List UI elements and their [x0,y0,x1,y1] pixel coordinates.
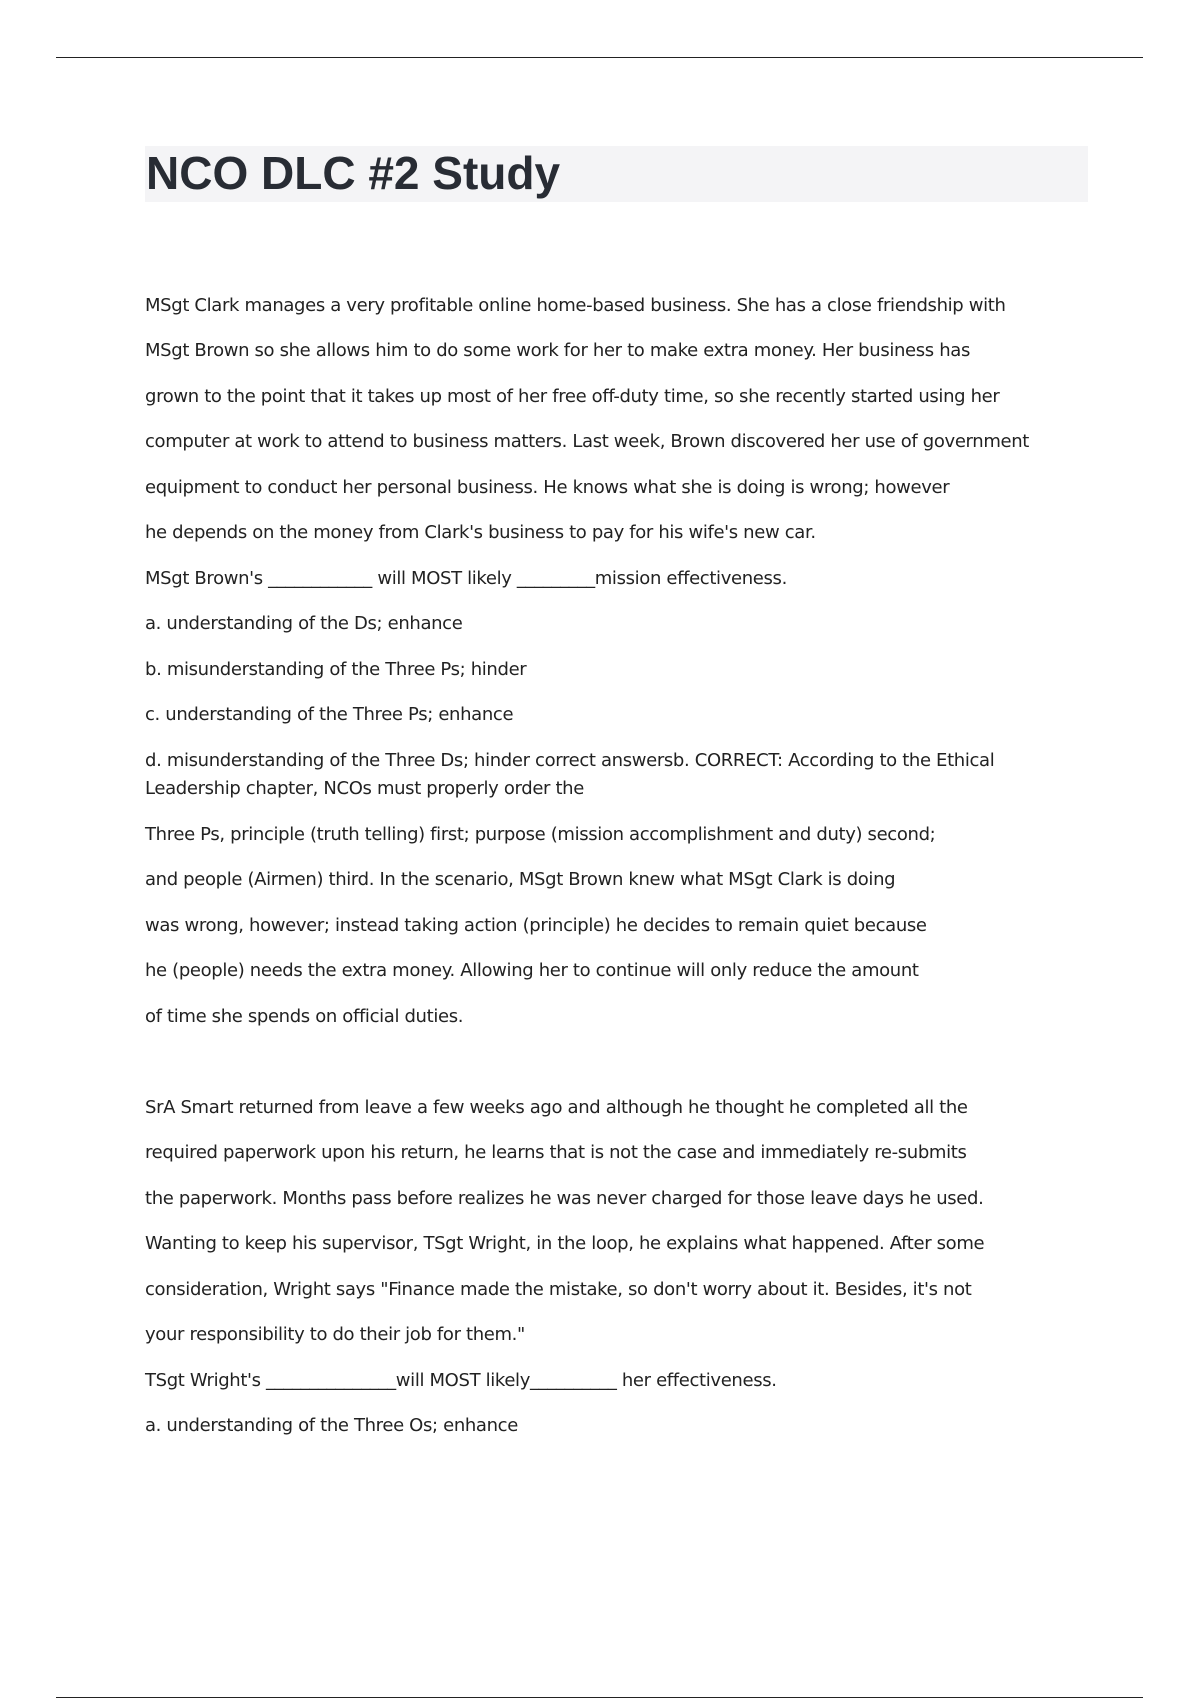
q1-scenario-line: he depends on the money from Clark's business to pay for his wife's new car. [145,522,816,543]
q1-explanation-line: he (people) needs the extra money. Allowing her to continue will only reduce the amount [145,960,919,981]
q1-explanation-line: Three Ps, principle (truth telling) first; purpose (mission accomplishment and duty) second; [145,824,936,845]
q1-prompt: MSgt Brown's ____________ will MOST likely _________mission effectiveness. [145,568,787,589]
q1-scenario-line: grown to the point that it takes up most of her free off-duty time, so she recently started using her [145,386,1000,407]
q1-option-b: b. misunderstanding of the Three Ps; hinder [145,659,527,680]
q1-option-d-answer: d. misunderstanding of the Three Ds; hinder correct answersb. CORRECT: According to the Ethical [145,750,995,771]
q1-scenario-line: equipment to conduct her personal business. He knows what she is doing is wrong; however [145,477,950,498]
q2-scenario-line: Wanting to keep his supervisor, TSgt Wright, in the loop, he explains what happened. After some [145,1233,985,1254]
q1-explanation-line: was wrong, however; instead taking action (principle) he decides to remain quiet because [145,915,927,936]
q1-scenario-line: MSgt Brown so she allows him to do some work for her to make extra money. Her business has [145,340,970,361]
q1-explanation-line: of time she spends on official duties. [145,1006,464,1027]
q1-scenario-line: MSgt Clark manages a very profitable online home-based business. She has a close friendship with [145,295,1006,316]
q1-option-a: a. understanding of the Ds; enhance [145,613,463,634]
q2-scenario-line: required paperwork upon his return, he learns that is not the case and immediately re-submits [145,1142,967,1163]
header-rule [56,57,1143,58]
q2-prompt: TSgt Wright's _______________will MOST likely__________ her effectiveness. [145,1370,777,1391]
q1-option-d-answer: Leadership chapter, NCOs must properly order the [145,778,584,799]
q1-scenario-line: computer at work to attend to business matters. Last week, Brown discovered her use of government [145,431,1030,452]
q2-scenario-line: SrA Smart returned from leave a few weeks ago and although he thought he completed all the [145,1097,968,1118]
q2-option-a: a. understanding of the Three Os; enhance [145,1415,518,1436]
q1-explanation-line: and people (Airmen) third. In the scenario, MSgt Brown knew what MSgt Clark is doing [145,869,896,890]
q2-scenario-line: the paperwork. Months pass before realizes he was never charged for those leave days he used. [145,1188,984,1209]
q2-scenario-line: your responsibility to do their job for them." [145,1324,525,1345]
footer-rule [56,1697,1143,1698]
document-title: NCO DLC #2 Study [146,147,561,199]
q2-scenario-line: consideration, Wright says "Finance made the mistake, so don't worry about it. Besides, it's not [145,1279,972,1300]
q1-option-c: c. understanding of the Three Ps; enhance [145,704,514,725]
